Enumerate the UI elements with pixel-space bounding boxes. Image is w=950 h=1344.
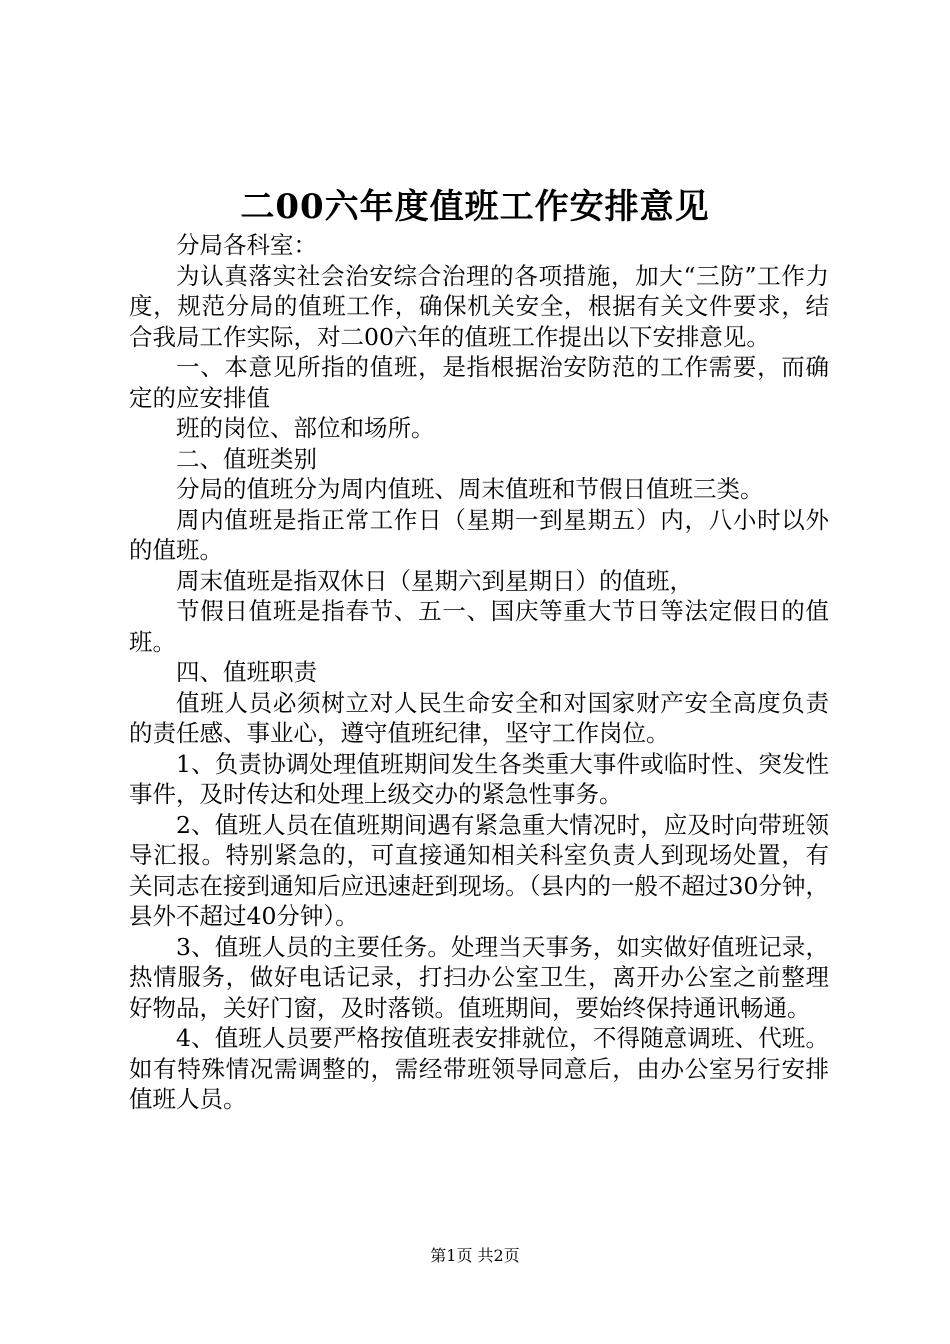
section-two-heading: 二、值班类别 bbox=[176, 444, 317, 473]
document-body bbox=[129, 230, 829, 1115]
holiday-duty-paragraph: 节假日值班是指春节、五一、国庆等重大节日等法定假日的值班。 bbox=[129, 597, 829, 656]
duty-item-1: 1、负责协调处理值班期间发生各类重大事件或临时性、突发性事件，及时传达和处理上级交办的紧急性事务。 bbox=[129, 749, 829, 808]
weekday-duty-paragraph: 周内值班是指正常工作日（星期一到星期五）内，八小时以外的值班。 bbox=[129, 505, 829, 564]
salutation: 分局各科室： bbox=[176, 231, 317, 259]
weekend-duty-paragraph: 周末值班是指双休日（星期六到星期日）的值班， bbox=[176, 566, 693, 595]
duty-types-paragraph: 分局的值班分为周内值班、周末值班和节假日值班三类。 bbox=[176, 475, 764, 503]
duty-item-4: 4、值班人员要严格按值班表安排就位，不得随意调班、代班。如有特殊情况需调整的，需经带班领导同意后，由办公室另行安排值班人员。 bbox=[129, 1024, 829, 1113]
document-title: 二00六年度值班工作安排意见 bbox=[240, 187, 710, 227]
section-one-continuation: 班的岗位、部位和场所。 bbox=[176, 414, 435, 442]
duty-responsibility-paragraph: 值班人员必须树立对人民生命安全和对国家财产安全高度负责的责任感、事业心，遵守值班纪律，坚守工作岗位。 bbox=[129, 688, 829, 747]
duty-item-3: 3、值班人员的主要任务。处理当天事务，如实做好值班记录，热情服务，做好电话记录，打扫办公室卫生，离开办公室之前整理好物品，关好门窗，及时落锁。值班期间，要始终保持通讯畅通。 bbox=[129, 932, 829, 1022]
page-indicator: 第1页 共2页 bbox=[430, 1246, 520, 1265]
intro-paragraph: 为认真落实社会治安综合治理的各项措施，加大“三防”工作力度，规范分局的值班工作，确保机关安全，根据有关文件要求，结合我局工作实际，对二00六年的值班工作提出以下安排意见。 bbox=[129, 261, 829, 351]
section-four-heading: 四、值班职责 bbox=[176, 658, 317, 686]
duty-item-2: 2、值班人员在值班期间遇有紧急重大情况时，应及时向带班领导汇报。特别紧急的，可直接通知相关科室负责人到现场处置，有关同志在接到通知后应迅速赶到现场。（县内的一般不超过30分钟，县外不超过40分钟）。 bbox=[129, 810, 829, 930]
section-one-paragraph: 一、本意见所指的值班，是指根据治安防范的工作需要，而确定的应安排值 bbox=[129, 353, 829, 412]
